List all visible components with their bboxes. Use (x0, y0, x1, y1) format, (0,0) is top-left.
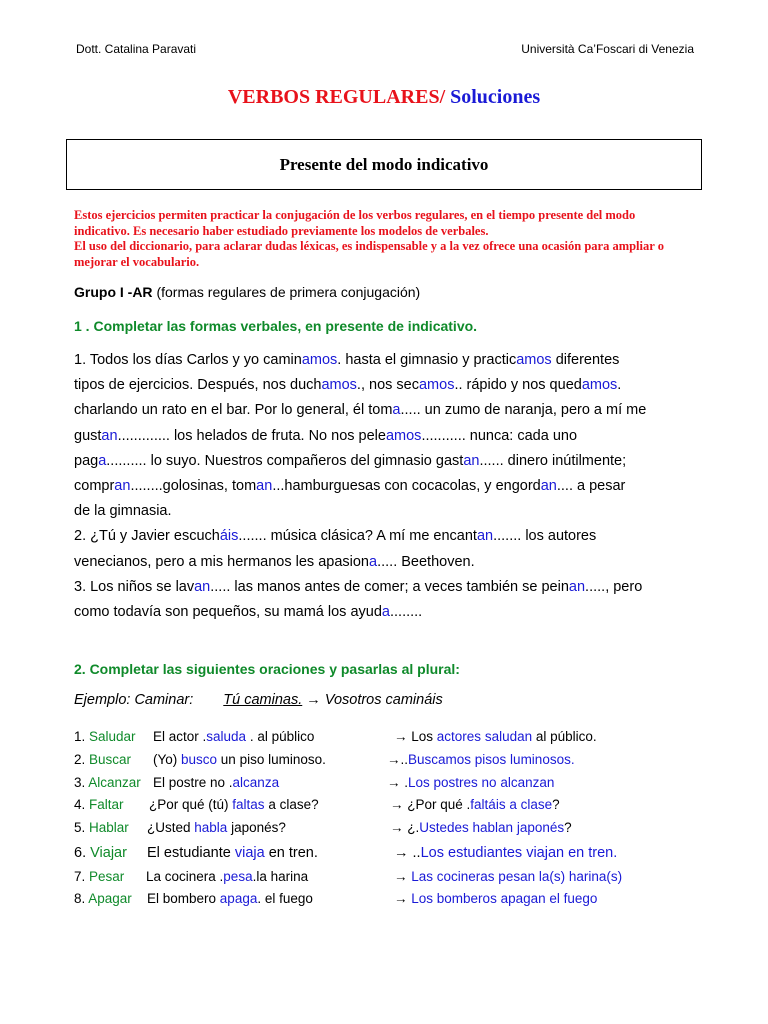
arrow-icon: → (306, 692, 321, 708)
exercise1-title: 1 . Completar las formas verbales, en presente de indicativo. (74, 318, 478, 334)
row-plural (394, 729, 597, 744)
row-singular-answer: habla (194, 820, 228, 835)
exercise1-text: diferentes (551, 352, 620, 368)
row-singular-text: El bombero (147, 891, 220, 906)
row-plural-text: → (394, 869, 412, 884)
exercise1-answer: amos (321, 377, 357, 394)
exercise1-text: ...hamburguesas con cocacolas, y engord (272, 477, 541, 494)
exercise1-line (74, 373, 694, 398)
row-singular-text: El estudiante (147, 845, 235, 861)
exercise1-line (74, 600, 694, 625)
row-singular-text: en tren. (264, 845, 318, 861)
exercise1-text: 3. Los niños se lav (74, 578, 195, 595)
row-verb: Saludar (89, 729, 136, 744)
row-number-verb (74, 729, 136, 744)
row-number: 1. (74, 729, 90, 744)
row-number: 6. (74, 845, 91, 861)
exercise1-text: ............. los helados de fruta. No nos pele (117, 427, 386, 444)
row-singular-text: El actor . (153, 729, 207, 744)
exercise1-answer: amos (385, 427, 422, 444)
row-plural-answer: saludan (484, 729, 533, 744)
exercise1-answer: an (463, 452, 480, 469)
row-plural-answer: Las cocineras pesan la(s) harina(s) (411, 869, 623, 884)
group-heading (74, 284, 420, 300)
row-number: 5. (74, 820, 90, 835)
exercise1-answer: an (114, 477, 131, 494)
row-verb: Hablar (89, 820, 129, 835)
row-singular-text: .la harina (252, 869, 309, 884)
example-label: Ejemplo: Caminar: (74, 692, 194, 708)
row-plural (390, 820, 572, 835)
row-plural-answer: actores (436, 729, 482, 744)
row-plural (394, 869, 622, 884)
example-singular: Tú caminas. (223, 692, 303, 708)
row-singular-text: ¿Usted (147, 820, 195, 835)
exercise1-answer: a (369, 553, 378, 570)
row-number: 3. (74, 775, 89, 790)
row-plural-text: → .. (394, 845, 421, 861)
row-verb: Apagar (88, 891, 132, 906)
exercise1-text: . (617, 377, 622, 394)
intro-paragraph: Estos ejercicios permiten practicar la conjugación de los verbos regulares, en el tiempo presente del modo indicativo. Es necesario haber estudiado previamente los modelos de verbales. (74, 208, 636, 238)
exercise1-answer: a (381, 603, 390, 620)
exercise1-answer: an (568, 578, 586, 595)
row-plural-text: → ¿. (390, 820, 420, 835)
row-verb: Alcanzar (88, 775, 141, 790)
exercise1-text: ..... un zumo de naranja, pero a mí me (400, 402, 647, 419)
exercise2-title: 2. Completar las siguientes oraciones y pasarlas al plural: (74, 661, 460, 677)
title-sub: Soluciones (450, 86, 541, 108)
exercise1-answer: an (256, 477, 273, 494)
row-plural-text: ? (564, 820, 572, 835)
row-plural-text: al público. (532, 729, 597, 744)
exercise1-text: de la gimnasia. (74, 503, 172, 520)
row-plural (387, 775, 554, 790)
example-line (74, 692, 443, 708)
header-author: Dott. Catalina Paravati (76, 42, 197, 56)
row-number: 8. (74, 891, 89, 906)
row-plural-text: ? (552, 797, 560, 812)
row-plural-text: → . (387, 775, 409, 790)
exercise1-answer: an (101, 427, 118, 444)
row-plural-answer: Ustedes hablan japonés (419, 820, 565, 835)
row-singular-text: japonés? (227, 820, 286, 835)
exercise1-text: ........... nunca: cada uno (421, 427, 578, 444)
exercise1-line (74, 524, 694, 549)
row-number-verb (74, 845, 127, 861)
exercise1-text: pag (74, 452, 99, 469)
exercise1-text (74, 348, 694, 625)
exercise1-text: ..... las manos antes de comer; a veces también se pein (210, 578, 569, 595)
exercise1-answer: a (98, 452, 107, 469)
row-plural-answer: Los estudiantes viajan en tren. (420, 845, 618, 861)
exercise1-answer: a (392, 402, 401, 419)
row-plural (394, 845, 617, 861)
row-plural-answer: faltáis a clase (470, 797, 553, 812)
exercise1-text: ....... los autores (493, 528, 597, 545)
exercise1-line (74, 499, 694, 524)
row-singular-answer: pesa (223, 869, 253, 884)
exercise1-text: ........ (389, 603, 423, 620)
exercise1-text: 1. Todos los días Carlos y yo camin (74, 352, 302, 368)
exercise1-text: .. rápido y nos qued (454, 377, 582, 394)
exercise1-text: charlando un rato en el bar. Por lo general, él tom (74, 402, 393, 419)
exercise1-text: gust (74, 427, 102, 444)
row-singular (146, 869, 308, 884)
exercise1-line (74, 398, 694, 423)
exercise1-line (74, 449, 694, 474)
row-singular-text: a clase? (264, 797, 319, 812)
exercise1-text: ....... música clásica? A mí me encant (238, 528, 477, 545)
row-number-verb (74, 752, 131, 767)
row-number-verb (74, 775, 141, 790)
row-singular-answer: alcanza (232, 775, 280, 790)
row-number-verb (74, 869, 124, 884)
row-singular (147, 845, 318, 861)
exercise1-line (74, 575, 694, 600)
exercise1-answer: amos (418, 377, 455, 394)
row-singular-text: El postre no . (153, 775, 233, 790)
example-plural: Vosotros camináis (324, 692, 443, 708)
row-singular-answer: viaja (234, 845, 265, 861)
exercise1-answer: amos (581, 377, 618, 394)
row-plural (394, 891, 597, 906)
exercise1-text: ........golosinas, tom (130, 477, 257, 494)
exercise1-text: ., nos sec (356, 377, 419, 394)
row-plural-answer: Buscamos pisos luminosos. (408, 752, 575, 767)
title-main: VERBOS REGULARES/ (227, 86, 446, 108)
row-plural-answer: Los postres no alcanzan (408, 775, 555, 790)
exercise1-text: . hasta el gimnasio y practic (337, 352, 517, 368)
exercise1-answer: an (540, 477, 557, 494)
row-verb: Pesar (89, 869, 125, 884)
group-description: (formas regulares de primera conjugación) (156, 284, 421, 300)
row-singular-answer: saluda (206, 729, 247, 744)
row-singular (153, 752, 326, 767)
exercise1-line (74, 550, 694, 575)
row-singular-text: . el fuego (257, 891, 313, 906)
row-number: 2. (74, 752, 90, 767)
row-singular (153, 729, 314, 744)
row-plural-answer: Los bomberos apagan el fuego (411, 891, 598, 906)
row-singular-text: La cocinera . (146, 869, 224, 884)
exercise1-answer: an (194, 578, 211, 595)
row-verb: Viajar (90, 845, 127, 861)
exercise1-line (74, 474, 694, 499)
exercise1-text: venecianos, pero a mis hermanos les apasion (74, 553, 369, 570)
exercise1-text: ....., pero (585, 578, 643, 595)
row-plural (390, 797, 560, 812)
exercise1-answer: amos (301, 352, 338, 368)
exercise1-text: tipos de ejercicios. Después, nos duch (74, 377, 322, 394)
row-singular-answer: apaga (219, 891, 258, 906)
exercise1-answer: áis (219, 528, 239, 545)
row-singular-answer: faltas (232, 797, 265, 812)
exercise1-line (74, 424, 694, 449)
intro-paragraph: El uso del diccionario, para aclarar dudas léxicas, es indispensable y a la vez ofrece una ocasión para ampliar o mejorar el vocabulario. (74, 239, 664, 269)
row-plural-text: → Los (394, 729, 437, 744)
row-singular-text: . al público (246, 729, 315, 744)
exercise1-line (74, 348, 694, 373)
row-singular (153, 775, 279, 790)
row-number: 4. (74, 797, 90, 812)
row-number-verb (74, 891, 132, 906)
row-singular-text: un piso luminoso. (217, 752, 326, 767)
row-plural-text: → (394, 891, 412, 906)
header-university: Università Ca’Foscari di Venezia (521, 42, 694, 56)
row-number-verb (74, 797, 124, 812)
row-singular-text: (Yo) (153, 752, 182, 767)
page-title (0, 86, 768, 109)
row-singular-answer: busco (181, 752, 218, 767)
exercise1-text: .... a pesar (556, 477, 626, 494)
exercise1-text: ..... Beethoven. (377, 553, 475, 570)
row-plural-text: →.. (387, 752, 409, 767)
row-singular-text: ¿Por qué (tú) (149, 797, 233, 812)
intro-text (74, 208, 694, 270)
row-singular (147, 891, 313, 906)
row-plural-text: → ¿Por qué . (390, 797, 471, 812)
row-singular (149, 797, 319, 812)
row-verb: Buscar (89, 752, 132, 767)
exercise1-text: como todavía son pequeños, su mamá los ayud (74, 603, 382, 620)
section-box-title: Presente del modo indicativo (66, 139, 702, 190)
exercise1-answer: amos (516, 352, 552, 368)
exercise1-text: .......... lo suyo. Nuestros compañeros del gimnasio gast (106, 452, 464, 469)
exercise1-text: compr (74, 477, 115, 494)
exercise1-answer: an (476, 528, 494, 545)
row-singular (147, 820, 286, 835)
row-verb: Faltar (89, 797, 124, 812)
exercise1-text: ...... dinero inútilmente; (479, 452, 627, 469)
row-plural (387, 752, 575, 767)
row-number-verb (74, 820, 129, 835)
exercise1-text: 2. ¿Tú y Javier escuch (74, 528, 220, 545)
row-number: 7. (74, 869, 90, 884)
group-label: Grupo I -AR (74, 284, 153, 300)
